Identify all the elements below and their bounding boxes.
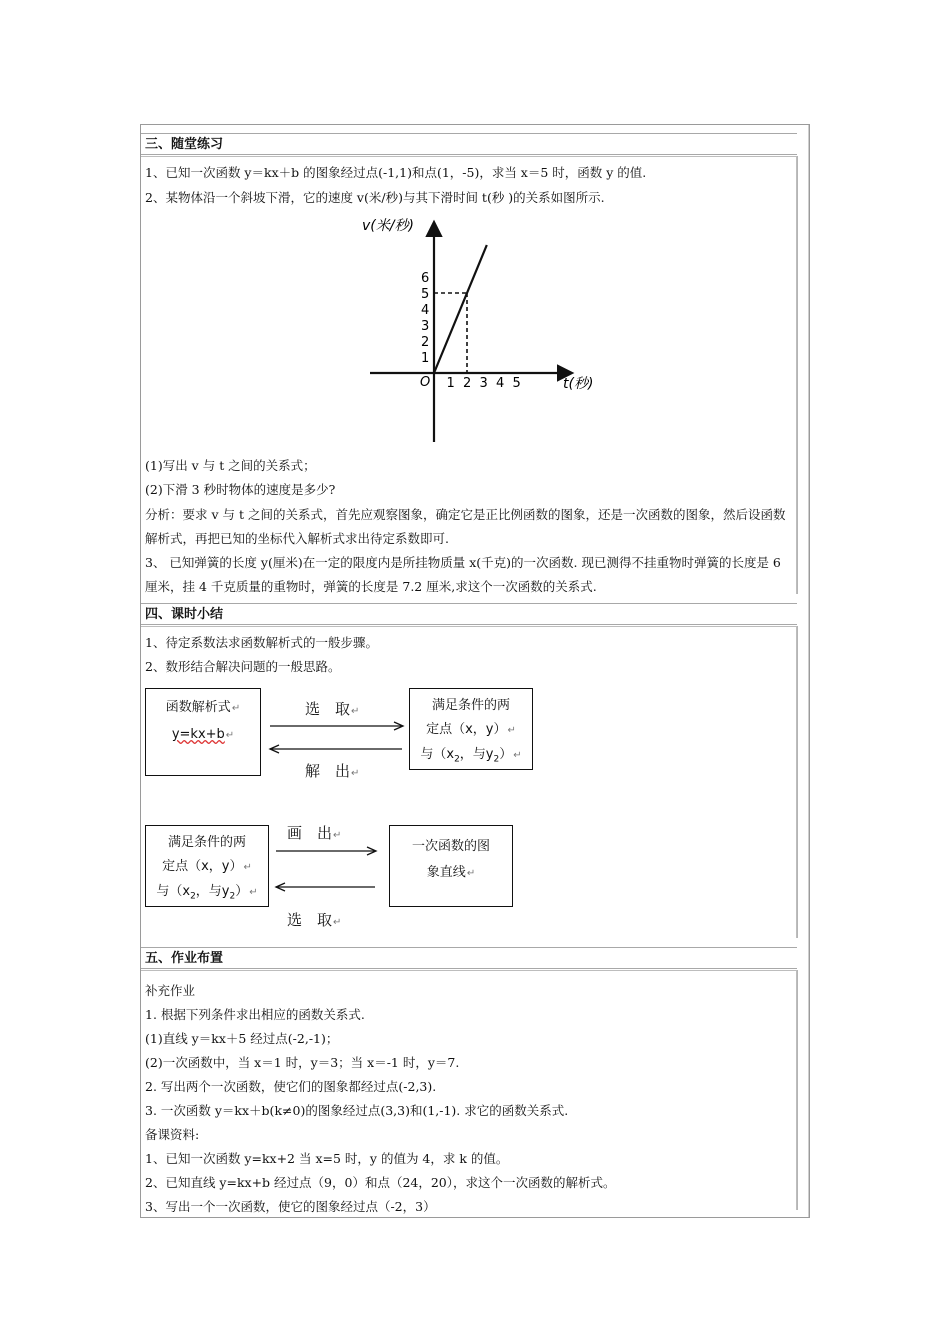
formula-box-line2: y=kx+b [171,727,225,742]
summary-item-1: 1、待定系数法求函数解析式的一般步骤。 [145,635,378,650]
return-mark: ↵ [507,725,516,736]
flow1-arrows [262,716,410,756]
homework-line-1: 1. 根据下列条件求出相应的函数关系式. [145,1007,365,1022]
return-mark: ↵ [351,706,360,717]
prep-line-2: 2、已知直线 y=kx+b 经过点（9，0）和点（24，20），求这个一次函数的解析式。 [145,1175,616,1190]
select-label-2 [287,909,341,930]
x-tick-label: 4 [496,376,505,391]
section-5-title: 五、作业布置 [141,947,797,969]
homework-heading: 补充作业 [145,983,196,998]
two-points-2-line3: ） [235,884,249,899]
analysis-text: 分析：要求 v 与 t 之间的关系式，首先应观察图象，确定它是正比例函数的图象，还是一次函数的图象，然后设函数解析式，再把已知的坐标代入解析式求出待定系数即可. [145,507,786,546]
line-graph-box [389,825,513,907]
homework-line-2: (1)直线 y＝kx＋5 经过点(-2,-1)； [145,1031,339,1046]
two-points-line3: ） [499,747,513,762]
section-4-title: 四、课时小结 [141,603,797,625]
two-points-2-line2: 定点（x，y） [162,859,243,874]
y-tick-label: 3 [421,319,430,334]
two-points-line2: 定点（x，y） [426,722,507,737]
two-points-line3: ，与y [459,747,494,762]
question-3: 3、 已知弹簧的长度 y(厘米)在一定的限度内是所挂物质量 x(千克)的一次函数. 现已测得不挂重物时弹簧的长度是 6 厘米，挂 4 千克质量的重物时，弹簧的长度是 7.2 厘米,求这个一次函数的关系式. [145,555,781,594]
formula-box [145,688,261,776]
two-points-2-line1: 满足条件的两 [167,835,246,850]
homework-line-4: 2. 写出两个一次函数，使它们的图象都经过点(-2,3). [145,1079,437,1094]
two-points-box [409,688,533,770]
return-mark: ↵ [225,730,235,741]
solve-label [305,760,359,781]
sub-question-1: (1)写出 v 与 t 之间的关系式； [145,458,316,473]
two-points-2-line3: 与（x [156,884,191,899]
select-label-2-text: 选 取 [287,911,333,929]
line-graph-box-line2: 象直线 [426,865,466,880]
y-tick-label: 6 [421,271,430,286]
velocity-time-graph [360,210,600,450]
homework-line-3: (2)一次函数中，当 x＝1 时，y＝3；当 x＝-1 时，y＝7. [145,1055,460,1070]
return-mark: ↵ [333,917,342,928]
homework-line-5: 3. 一次函数 y＝kx＋b(k≠0)的图象经过点(3,3)和(1,-1). 求它的函数关系式. [145,1103,569,1118]
draw-label-text: 画 出 [287,824,333,842]
velocity-line [434,245,487,373]
y-tick-label: 1 [421,351,430,366]
y-tick-label: 5 [421,287,430,302]
prep-line-3: 3、写出一个一次函数，使它的图象经过点（-2，3） [145,1199,436,1214]
y-tick-label: 2 [421,335,430,350]
formula-box-line1: 函数解析式 [165,700,231,715]
x-axis-label: t(秒) [563,376,594,392]
return-mark: ↵ [249,887,258,898]
return-mark: ↵ [333,830,342,841]
return-mark: ↵ [231,703,241,714]
flow2-arrows [270,842,390,894]
prep-heading: 备课资料: [145,1127,200,1142]
x-tick-label: 2 [463,376,472,391]
subscript: 2 [229,891,236,902]
subscript: 2 [493,754,500,765]
draw-label [287,822,341,843]
subscript: 2 [190,891,196,902]
x-tick-label: 1 [446,376,455,391]
y-axis-label: v(米/秒) [362,218,414,234]
two-points-box-2 [145,825,269,907]
x-tick-label: 5 [512,376,521,391]
return-mark: ↵ [243,862,252,873]
origin-label: O [420,375,431,390]
question-2: 2、某物体沿一个斜坡下滑，它的速度 v(米/秒)与其下滑时间 t(秒 )的关系如图所示. [145,190,605,205]
return-mark: ↵ [351,768,360,779]
sub-question-2: (2)下滑 3 秒时物体的速度是多少? [145,482,336,497]
section-3-title: 三、随堂练习 [141,133,797,155]
question-1: 1、已知一次函数 y＝kx＋b 的图象经过点(-1,1)和点(1，-5)，求当 x＝5 时，函数 y 的值. [145,165,647,180]
y-tick-label: 4 [421,303,430,318]
two-points-2-line3: ，与y [195,884,230,899]
prep-line-1: 1、已知一次函数 y=kx+2 当 x=5 时，y 的值为 4，求 k 的值。 [145,1151,509,1166]
solve-label-text: 解 出 [305,762,351,780]
return-mark: ↵ [513,750,522,761]
subscript: 2 [454,754,460,765]
two-points-line1: 满足条件的两 [431,698,510,713]
x-tick-label: 3 [479,376,488,391]
select-label-text: 选 取 [305,700,351,718]
two-points-line3: 与（x [420,747,455,762]
return-mark: ↵ [466,868,476,879]
summary-item-2: 2、数形结合解决问题的一般思路。 [145,659,341,674]
line-graph-box-line1: 一次函数的图 [411,839,490,854]
